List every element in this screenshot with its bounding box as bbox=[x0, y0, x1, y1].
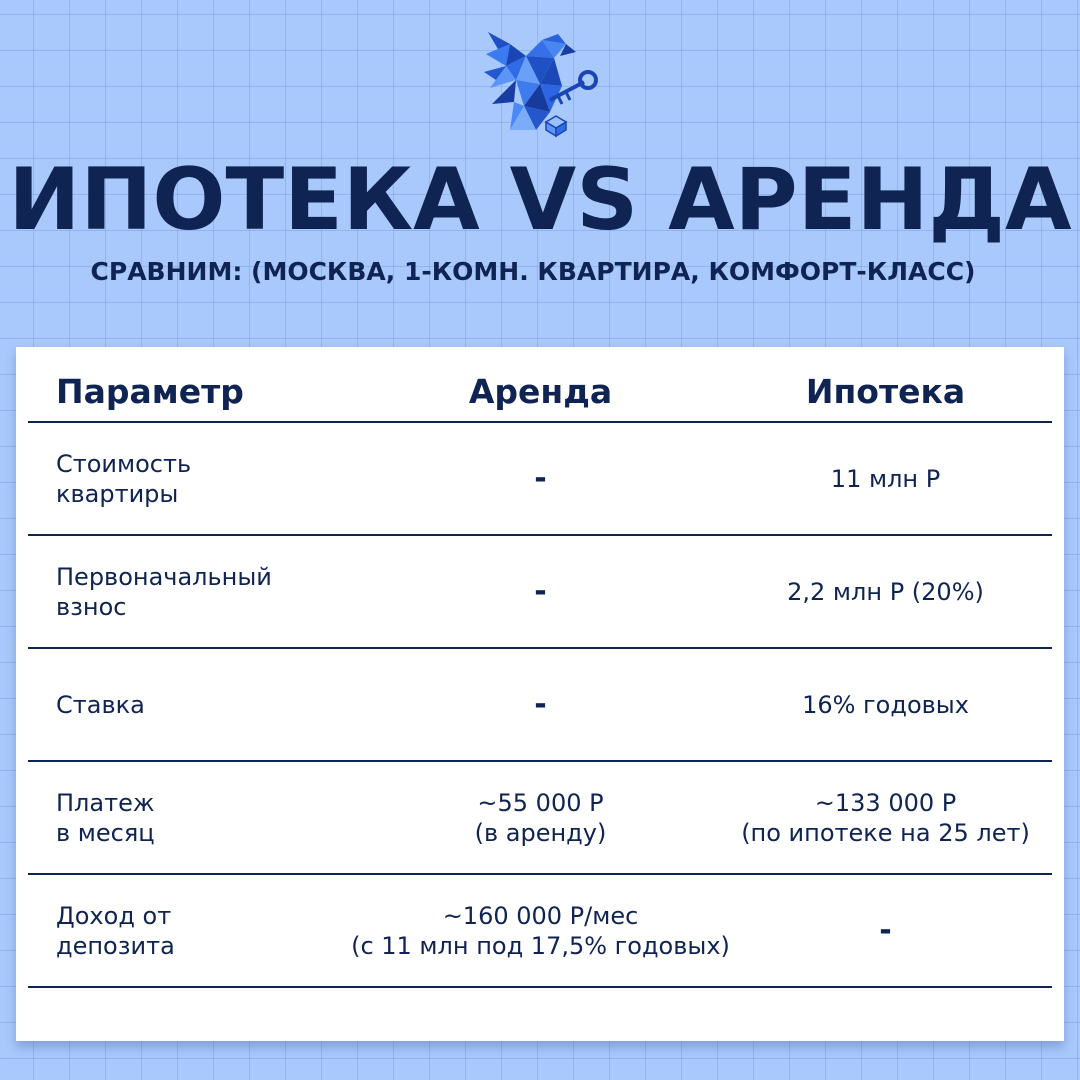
table-row bbox=[28, 423, 1052, 536]
row-parameter: Ставка bbox=[56, 690, 145, 719]
row-parameter: Платеж в месяц bbox=[56, 788, 155, 847]
row-mortgage-value: 11 млн Р bbox=[830, 464, 941, 493]
comparison-table bbox=[16, 347, 1064, 1041]
page-subtitle: СРАВНИМ: (МОСКВА, 1-КОМН. КВАРТИРА, КОМФОРТ-КЛАСС) bbox=[90, 257, 976, 286]
row-mortgage-value: - bbox=[879, 912, 892, 948]
row-parameter: Первоначальный взнос bbox=[56, 562, 272, 621]
row-mortgage-value: 2,2 млн Р (20%) bbox=[787, 577, 984, 606]
row-mortgage-value: ~133 000 Р (по ипотеке на 25 лет) bbox=[741, 788, 1030, 847]
table-row bbox=[28, 762, 1052, 875]
column-header-rent: Аренда bbox=[468, 372, 613, 411]
table-row bbox=[28, 536, 1052, 649]
row-rent-value: - bbox=[534, 573, 547, 609]
column-header-mortgage: Ипотека bbox=[805, 372, 966, 411]
table-row bbox=[28, 649, 1052, 762]
table-row bbox=[28, 875, 1052, 988]
column-header-parameter: Параметр bbox=[56, 372, 244, 411]
page-title: ИПОТЕКА VS АРЕНДА bbox=[8, 150, 1072, 250]
row-rent-value: - bbox=[534, 686, 547, 722]
row-rent-value: - bbox=[534, 460, 547, 496]
griffin-logo-icon bbox=[480, 26, 600, 138]
row-parameter: Стоимость квартиры bbox=[56, 449, 192, 508]
row-mortgage-value: 16% годовых bbox=[802, 690, 969, 719]
row-rent-value: ~55 000 Р (в аренду) bbox=[474, 788, 607, 847]
row-rent-value: ~160 000 Р/мес (с 11 млн под 17,5% годовых) bbox=[351, 901, 730, 960]
row-parameter: Доход от депозита bbox=[56, 901, 175, 960]
table-header-row bbox=[28, 347, 1052, 423]
